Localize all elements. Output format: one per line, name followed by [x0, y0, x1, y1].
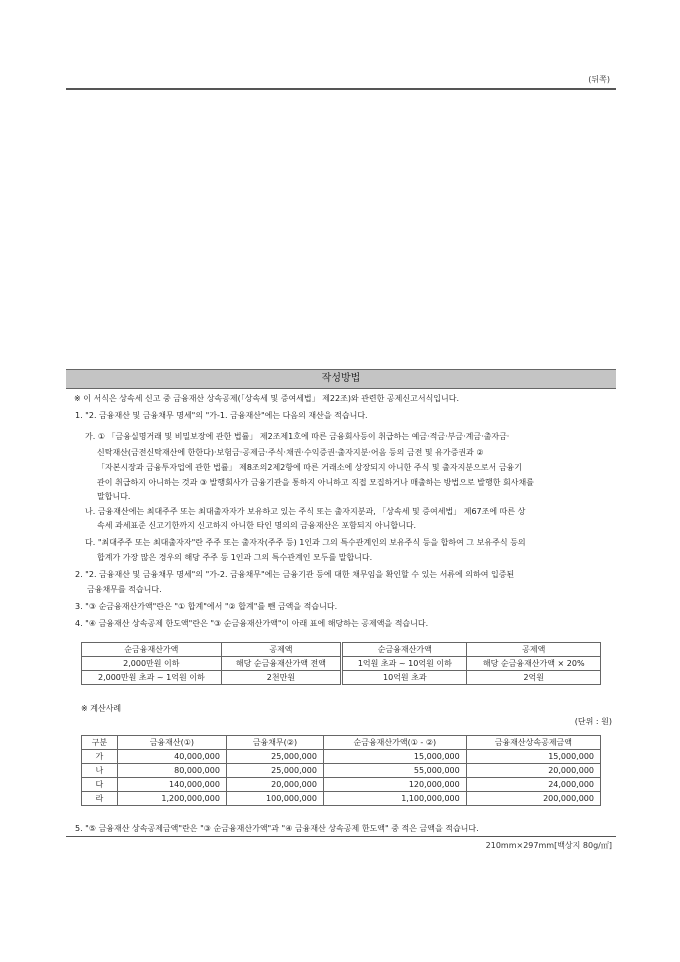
table-cell: 2,000만원 초과 ~ 1억원 이하 [82, 671, 222, 685]
table-cell: 140,000,000 [117, 778, 226, 792]
table-header-cell: 금융재산(①) [117, 736, 226, 750]
table-header-cell: 순금융재산가액(① - ②) [323, 736, 466, 750]
table-cell: 2천만원 [221, 671, 342, 685]
table-cell: 다 [82, 778, 118, 792]
table-header-cell: 금융채무(②) [226, 736, 323, 750]
table-header-row [82, 643, 601, 657]
table-header-cell: 순금융재산가액 [82, 643, 222, 657]
table-cell: 20,000,000 [466, 764, 600, 778]
top-rule [66, 88, 616, 90]
table-cell: 15,000,000 [323, 750, 466, 764]
table-cell: 나 [82, 764, 118, 778]
instruction-1b-line1: 나. 금융재산에는 최대주주 또는 최대출자자가 보유하고 있는 주식 또는 출자지분과, 「상속세 및 증여세법」 제67조에 따른 상 [85, 507, 526, 516]
table-cell: 해당 순금융재산가액 전액 [221, 657, 342, 671]
table-cell: 40,000,000 [117, 750, 226, 764]
instruction-1a-line2: 신탁재산(금전신탁재산에 한한다)·보험금·공제금·주식·채권·수익증권·출자지분·어음 등의 금전 및 유가증권과 ② [97, 448, 484, 457]
table-cell: 1,200,000,000 [117, 792, 226, 806]
instruction-5: 5. "⑤ 금융재산 상속공제금액"란은 "③ 순금융재산가액"과 "④ 금융재산 상속공제 한도액" 중 적은 금액을 적습니다. [75, 824, 479, 833]
table-cell: 라 [82, 792, 118, 806]
table-row [82, 792, 601, 806]
table-row [82, 671, 601, 685]
table-cell: 1억원 초과 ~ 10억원 이하 [342, 657, 467, 671]
table-cell: 200,000,000 [466, 792, 600, 806]
table-row [82, 764, 601, 778]
table-header-cell: 금융재산상속공제금액 [466, 736, 600, 750]
instruction-3: 3. "③ 순금융재산가액"란은 "① 합계"에서 "② 합계"를 뺀 금액을 적습니다. [75, 602, 338, 611]
table-cell: 2,000만원 이하 [82, 657, 222, 671]
table-cell: 20,000,000 [226, 778, 323, 792]
instruction-1: 1. "2. 금융재산 및 금융채무 명세"의 "가-1. 금융재산"에는 다음의 재산을 적습니다. [75, 411, 368, 420]
table-cell: 해당 순금융재산가액 × 20% [467, 657, 601, 671]
calc-example-table [81, 735, 601, 806]
table-cell: 가 [82, 750, 118, 764]
calc-example-label: ※ 계산사례 [81, 704, 122, 713]
bottom-rule [66, 836, 616, 837]
table-cell: 80,000,000 [117, 764, 226, 778]
paper-size-footer: 210mm×297mm[백상지 80g/㎡] [485, 841, 612, 850]
table-header-cell: 구분 [82, 736, 118, 750]
table-cell: 120,000,000 [323, 778, 466, 792]
instruction-1c-line2: 합계가 가장 많은 경우의 해당 주주 등 1인과 그의 특수관계인 모두를 말합니다. [97, 553, 373, 562]
table-row [82, 778, 601, 792]
table-cell: 10억원 초과 [342, 671, 467, 685]
table-cell: 55,000,000 [323, 764, 466, 778]
section-title: 작성방법 [66, 369, 616, 389]
table-cell: 25,000,000 [226, 764, 323, 778]
page-side-label: (뒤쪽) [588, 75, 610, 84]
table-row [82, 750, 601, 764]
table-header-cell: 순금융재산가액 [342, 643, 467, 657]
table-cell: 15,000,000 [466, 750, 600, 764]
table-cell: 25,000,000 [226, 750, 323, 764]
instruction-2-line1: 2. "2. 금융재산 및 금융채무 명세"의 "가-2. 금융채무"에는 금융기관 등에 대한 채무임을 확인할 수 있는 서류에 의하여 입증된 [75, 570, 515, 579]
instruction-2-line2: 금융채무를 적습니다. [87, 585, 162, 594]
table-header-cell: 공제액 [467, 643, 601, 657]
table-cell: 1,100,000,000 [323, 792, 466, 806]
table-cell: 24,000,000 [466, 778, 600, 792]
table-cell: 2억원 [467, 671, 601, 685]
instruction-1a-line3: 「자본시장과 금융투자업에 관한 법률」 제8조의2제2항에 따른 거래소에 상장되지 아니한 주식 및 출자지분으로서 금융기 [97, 463, 522, 472]
instruction-1b-line2: 속세 과세표준 신고기한까지 신고하지 아니한 타인 명의의 금융재산은 포함되지 아니합니다. [97, 521, 417, 530]
deduction-table [81, 642, 601, 685]
instruction-1c-line1: 다. "최대주주 또는 최대출자자"란 주주 또는 출자자(주주 등) 1인과 그의 특수관계인의 보유주식 등을 합하여 그 보유주식 등의 [85, 538, 526, 547]
table-header-cell: 공제액 [221, 643, 342, 657]
instruction-1a-line4: 관이 취급하지 아니하는 것과 ③ 발행회사가 금융기관을 통하지 아니하고 직접 모집하거나 매출하는 방법으로 발행한 회사채를 [97, 478, 534, 487]
unit-label: (단위 : 원) [574, 717, 612, 726]
table-row [82, 657, 601, 671]
intro-note: ※ 이 서식은 상속세 신고 중 금융재산 상속공제(「상속세 및 증여세법」 제22조)와 관련한 공제신고서식입니다. [74, 394, 460, 403]
table-header-row [82, 736, 601, 750]
instruction-1a-line1: 가. ① 「금융실명거래 및 비밀보장에 관한 법률」 제2조제1호에 따른 금융회사등이 취급하는 예금·적금·부금·계금·출자금· [85, 432, 510, 441]
instruction-4: 4. "④ 금융재산 상속공제 한도액"란은 "③ 순금융재산가액"이 아래 표에 해당하는 공제액을 적습니다. [75, 619, 429, 628]
table-cell: 100,000,000 [226, 792, 323, 806]
instruction-1a-line5: 말합니다. [97, 492, 131, 501]
